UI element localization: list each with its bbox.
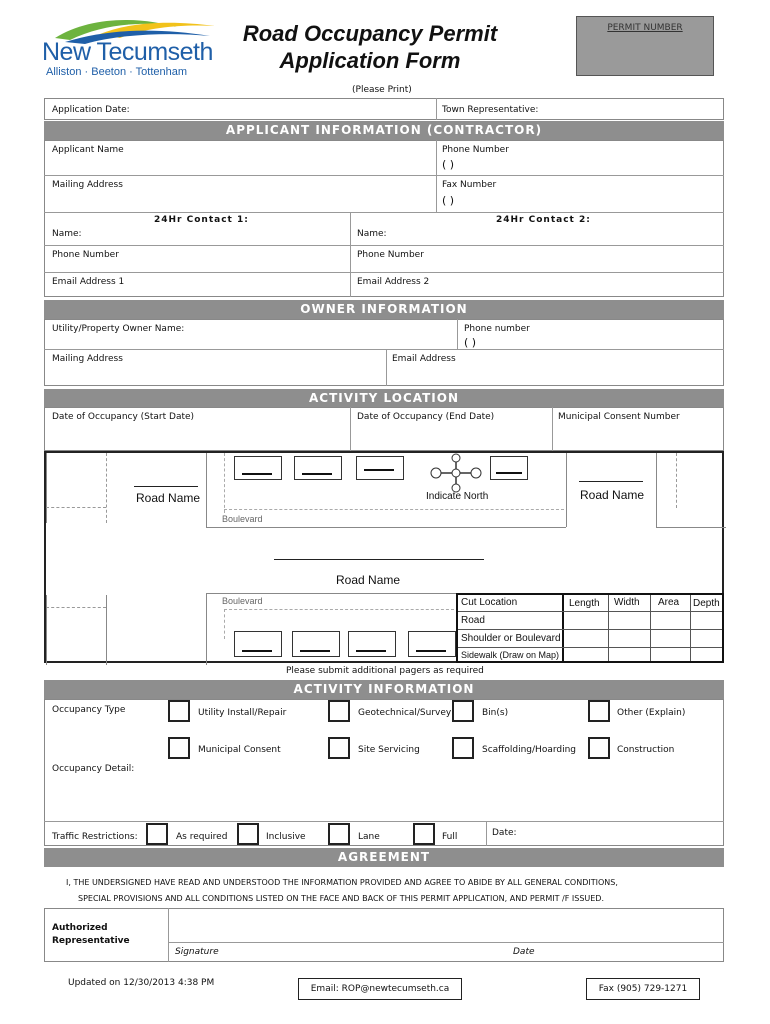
- map-boulevard-top: Boulevard: [222, 514, 263, 524]
- permit-number-box[interactable]: [576, 16, 714, 76]
- authorized-label-2: Representative: [52, 936, 130, 946]
- owner-email-field[interactable]: Email Address: [392, 354, 456, 364]
- title-line-1: Road Occupancy Permit: [242, 21, 498, 46]
- option-construction: Construction: [617, 745, 675, 755]
- contact-1-name-field[interactable]: Name:: [52, 229, 82, 239]
- driveway-bottom-1: [234, 631, 282, 657]
- checkbox-scaffolding[interactable]: [452, 737, 474, 759]
- cut-header-depth: Depth: [693, 598, 720, 609]
- signature-field[interactable]: [170, 910, 504, 942]
- logo-name: New Tecumseth: [42, 38, 213, 66]
- section-owner: OWNER INFORMATION: [44, 300, 724, 319]
- north-compass-icon: [426, 453, 486, 493]
- map-road-right: Road Name: [580, 488, 645, 502]
- footer-email: Email: ROP@newtecumseth.ca: [310, 984, 450, 994]
- cut-header-location: Cut Location: [461, 597, 518, 608]
- footer-fax: Fax (905) 729-1271: [598, 984, 688, 994]
- section-location: ACTIVITY LOCATION: [44, 389, 724, 408]
- application-date-field[interactable]: Application Date:: [52, 105, 130, 115]
- option-other: Other (Explain): [617, 708, 686, 718]
- applicant-fax-paren: ( ): [442, 194, 455, 207]
- section-activity: ACTIVITY INFORMATION: [44, 680, 724, 699]
- checkbox-geotechnical[interactable]: [328, 700, 350, 722]
- location-map[interactable]: [44, 451, 724, 663]
- traffic-restrictions-label: Traffic Restrictions:: [52, 832, 138, 842]
- logo-sub: Alliston · Beeton · Tottenham: [46, 66, 188, 78]
- cut-row-sidewalk: Sidewalk (Draw on Map): [461, 650, 560, 660]
- map-road-center: Road Name: [336, 573, 401, 587]
- authorized-label-1: Authorized: [52, 923, 108, 933]
- applicant-phone-paren: ( ): [442, 158, 455, 171]
- driveway-top-3: [356, 456, 404, 480]
- applicant-phone-field[interactable]: Phone Number: [442, 145, 509, 155]
- owner-phone-paren: ( ): [464, 336, 477, 349]
- contact-1-heading: 24Hr Contact 1:: [154, 215, 249, 225]
- indicate-north: Indicate North: [426, 491, 489, 502]
- title-line-2: Application Form: [279, 48, 461, 73]
- checkbox-inclusive[interactable]: [237, 823, 259, 845]
- cut-row-shoulder: Shoulder or Boulevard: [461, 633, 561, 644]
- occupancy-detail-field[interactable]: Occupancy Detail:: [52, 764, 135, 774]
- owner-name-field[interactable]: Utility/Property Owner Name:: [52, 324, 185, 334]
- option-scaffolding: Scaffolding/Hoarding: [482, 745, 577, 755]
- page-title: [220, 20, 520, 74]
- owner-mailing-field[interactable]: Mailing Address: [52, 354, 123, 364]
- option-utility: Utility Install/Repair: [198, 708, 287, 718]
- driveway-bottom-3: [348, 631, 396, 657]
- logo: [40, 14, 220, 80]
- map-road-left: Road Name: [136, 491, 201, 505]
- occupancy-type-label: Occupancy Type: [52, 705, 126, 715]
- option-municipal-consent: Municipal Consent: [198, 745, 281, 755]
- section-agreement: AGREEMENT: [44, 848, 724, 867]
- traffic-inclusive: Inclusive: [266, 832, 306, 842]
- fax-box: [586, 978, 700, 1000]
- contact-2-name-field[interactable]: Name:: [357, 229, 387, 239]
- driveway-top-2: [294, 456, 342, 480]
- driveway-top-1: [234, 456, 282, 480]
- contact-2-heading: 24Hr Contact 2:: [496, 215, 591, 225]
- cut-header-area: Area: [658, 597, 680, 608]
- cut-header-length: Length: [569, 598, 600, 609]
- option-geotechnical: Geotechnical/Survey: [358, 708, 452, 718]
- submit-note: Please submit additional pagers as required: [286, 666, 484, 676]
- checkbox-utility[interactable]: [168, 700, 190, 722]
- traffic-as-required: As required: [176, 832, 228, 842]
- checkbox-other[interactable]: [588, 700, 610, 722]
- contact-1-phone-field[interactable]: Phone Number: [52, 250, 119, 260]
- signature-label: Signature: [175, 947, 219, 957]
- option-bins: Bin(s): [482, 708, 509, 718]
- traffic-lane: Lane: [358, 832, 380, 842]
- agreement-text-1: I, THE UNDERSIGNED HAVE READ AND UNDERSTOOD THE INFORMATION PROVIDED AND AGREE TO ABIDE BY ALL GENERAL CONDITIONS,: [66, 878, 618, 887]
- checkbox-municipal-consent[interactable]: [168, 737, 190, 759]
- town-representative-field[interactable]: Town Representative:: [442, 105, 539, 115]
- consent-number-field[interactable]: Municipal Consent Number: [558, 412, 680, 422]
- cut-row-road: Road: [461, 615, 485, 626]
- cut-location-table: [456, 593, 724, 663]
- traffic-date-field[interactable]: Date:: [492, 828, 517, 838]
- checkbox-construction[interactable]: [588, 737, 610, 759]
- owner-phone-field[interactable]: Phone number: [464, 324, 530, 334]
- applicant-mailing-field[interactable]: Mailing Address: [52, 180, 123, 190]
- map-boulevard-bottom: Boulevard: [222, 596, 263, 606]
- section-applicant: APPLICANT INFORMATION (CONTRACTOR): [44, 121, 724, 140]
- signature-date-field[interactable]: [508, 910, 722, 942]
- contact-1-email-field[interactable]: Email Address 1: [52, 277, 125, 287]
- contact-2-email-field[interactable]: Email Address 2: [357, 277, 430, 287]
- email-box: [298, 978, 462, 1000]
- applicant-fax-field[interactable]: Fax Number: [442, 180, 497, 190]
- driveway-bottom-2: [292, 631, 340, 657]
- driveway-bottom-4: [408, 631, 456, 657]
- checkbox-site-servicing[interactable]: [328, 737, 350, 759]
- option-site-servicing: Site Servicing: [358, 745, 420, 755]
- driveway-top-4: [490, 456, 528, 480]
- header-row: [44, 98, 724, 120]
- date-label: Date: [513, 947, 535, 957]
- updated-text: Updated on 12/30/2013 4:38 PM: [68, 978, 215, 988]
- applicant-name-field[interactable]: Applicant Name: [52, 145, 124, 155]
- agreement-text-2: SPECIAL PROVISIONS AND ALL CONDITIONS LISTED ON THE FACE AND BACK OF THIS PERMIT APPLICATION, AND PERMIT /F ISSUED.: [78, 894, 605, 903]
- contact-2-phone-field[interactable]: Phone Number: [357, 250, 424, 260]
- checkbox-lane[interactable]: [328, 823, 350, 845]
- please-print: (Please Print): [352, 85, 412, 95]
- end-date-field[interactable]: Date of Occupancy (End Date): [357, 412, 495, 422]
- start-date-field[interactable]: Date of Occupancy (Start Date): [52, 412, 195, 422]
- applicant-block: [44, 140, 724, 297]
- cut-header-width: Width: [614, 597, 640, 608]
- permit-number-label: PERMIT NUMBER: [607, 23, 683, 33]
- checkbox-as-required[interactable]: [146, 823, 168, 845]
- checkbox-full[interactable]: [413, 823, 435, 845]
- checkbox-bins[interactable]: [452, 700, 474, 722]
- traffic-full: Full: [442, 832, 458, 842]
